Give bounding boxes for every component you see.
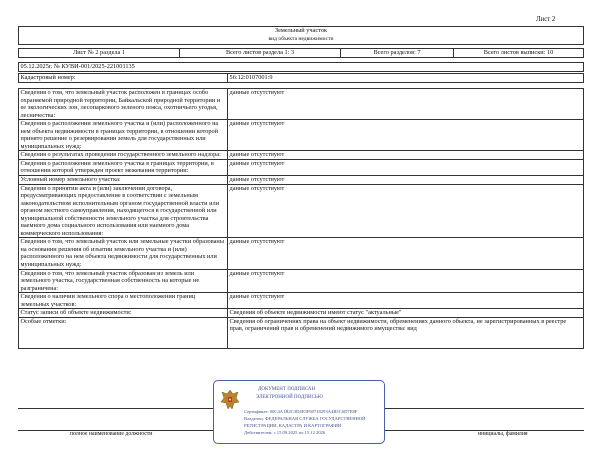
detail-label: Сведения о том, что земельный участок или земельные участки образованы на основании решения об изъятии земельного участка и (или) расположенного на нем объекта недвижимости для государственных или муниципальных нужд: xyxy=(19,238,228,269)
stamp-line-4: Владелец: ФЕДЕРАЛЬНАЯ СЛУЖБА ГОСУДАРСТВЕННОЙ xyxy=(244,416,366,421)
total-extract-sheets: Всего листов выписки: 10 xyxy=(454,49,584,58)
cadastral-table xyxy=(18,73,584,83)
stamp-line-2: ЭЛЕКТРОННОЙ ПОДПИСЬЮ xyxy=(256,395,323,400)
detail-row xyxy=(19,293,584,309)
detail-value: данные отсутствуют xyxy=(228,176,584,185)
detail-label: Сведения о принятии акта и (или) заключении договора, предусматривающих предоставление в соответствии с земельным законодательством исполнительным органом государственной власти или органом местного самоуправления, находящегося в государственной или муниципальной собственности земельного участка для строительства наемного дома социального использования или наемного дома коммерческого использования: xyxy=(19,184,228,238)
detail-label: Сведения о результатах проведения государственного земельного надзора: xyxy=(19,151,228,160)
extract-number: 05.12.2025г. № КУВИ-001/2025-221001135 xyxy=(19,63,584,72)
detail-row xyxy=(19,269,584,293)
detail-label: Условный номер земельного участка: xyxy=(19,176,228,185)
detail-label: Сведения о наличии земельного спора о местоположении границ земельных участков: xyxy=(19,293,228,309)
detail-value: данные отсутствуют xyxy=(228,238,584,269)
detail-row xyxy=(19,309,584,318)
footer-position-label: полное наименование должности xyxy=(70,431,153,437)
detail-value: данные отсутствуют xyxy=(228,151,584,160)
cadastral-label: Кадастровый номер: xyxy=(19,74,228,83)
detail-label: Сведения о том, что земельный участок образован из земель или земельного участка, государственная собственность на которые не разграничена: xyxy=(19,269,228,293)
footer-name-label: инициалы, фамилия xyxy=(478,431,528,437)
detail-row xyxy=(19,151,584,160)
detail-value: Сведения об объекте недвижимости имеют статус "актуальные" xyxy=(228,309,584,318)
detail-value: данные отсутствуют xyxy=(228,89,584,120)
detail-row xyxy=(19,184,584,238)
detail-value: данные отсутствуют xyxy=(228,159,584,175)
detail-value: данные отсутствуют xyxy=(228,269,584,293)
doc-title: Земельный участок xyxy=(19,27,584,36)
e-signature-stamp xyxy=(213,380,385,444)
cadastral-value: 56:12:0107001:9 xyxy=(228,74,584,83)
detail-value: данные отсутствуют xyxy=(228,293,584,309)
meta-table xyxy=(18,48,584,58)
detail-row xyxy=(19,120,584,151)
detail-row xyxy=(19,159,584,175)
detail-value: данные отсутствуют xyxy=(228,120,584,151)
total-sections: Всего разделов: 7 xyxy=(341,49,454,58)
detail-row xyxy=(19,317,584,348)
detail-label: Сведения о расположении земельного участка и (или) расположенного на нем объекта недвижимости в границах территории, в отношении которой принято решение о резервировании земель для государственных или муниципальных нужд: xyxy=(19,120,228,151)
detail-label: Сведения о том, что земельный участок расположен в границах особо охраняемой природной территории, Байкальской природной территории и ее экологических зон, лесопаркового зеленого пояса, охотничьего угодья, лесничества: xyxy=(19,89,228,120)
detail-value: Сведения об ограничениях права на объект недвижимости, обременениях данного объекта, не зарегистрированных в реестре прав, ограничений прав и обременений недвижимого имущества: вид xyxy=(228,317,584,348)
stamp-line-5: РЕГИСТРАЦИИ, КАДАСТРА И КАРТОГРАФИИ xyxy=(244,423,342,428)
extract-sheet xyxy=(18,26,584,349)
details-table xyxy=(18,88,584,349)
detail-row xyxy=(19,89,584,120)
stamp-line-3: Сертификат: 00C4A1B2C3D4E5F60718293A4B5C6D7E8F xyxy=(244,409,358,414)
detail-value: данные отсутствуют xyxy=(228,184,584,238)
coat-of-arms-icon xyxy=(220,388,240,412)
stamp-line-6: Действителен: с 15.09.2025 по 15.12.2026 xyxy=(244,430,326,435)
sheet-label: Лист 2 xyxy=(536,16,556,23)
detail-label: Сведения о расположении земельного участка в границах территории, в отношении которой утвержден проект межевания территории: xyxy=(19,159,228,175)
stamp-line-1: ДОКУМЕНТ ПОДПИСАН xyxy=(258,387,316,392)
header-table xyxy=(18,26,584,45)
detail-row xyxy=(19,238,584,269)
extract-number-table xyxy=(18,62,584,72)
total-section-sheets: Всего листов раздела 1: 3 xyxy=(180,49,341,58)
detail-label: Особые отметки: xyxy=(19,317,228,348)
doc-subtitle: вид объекта недвижимости xyxy=(19,36,584,45)
detail-row xyxy=(19,176,584,185)
detail-label: Статус записи об объекте недвижимости: xyxy=(19,309,228,318)
sheet-section: Лист № 2 раздела 1 xyxy=(19,49,180,58)
